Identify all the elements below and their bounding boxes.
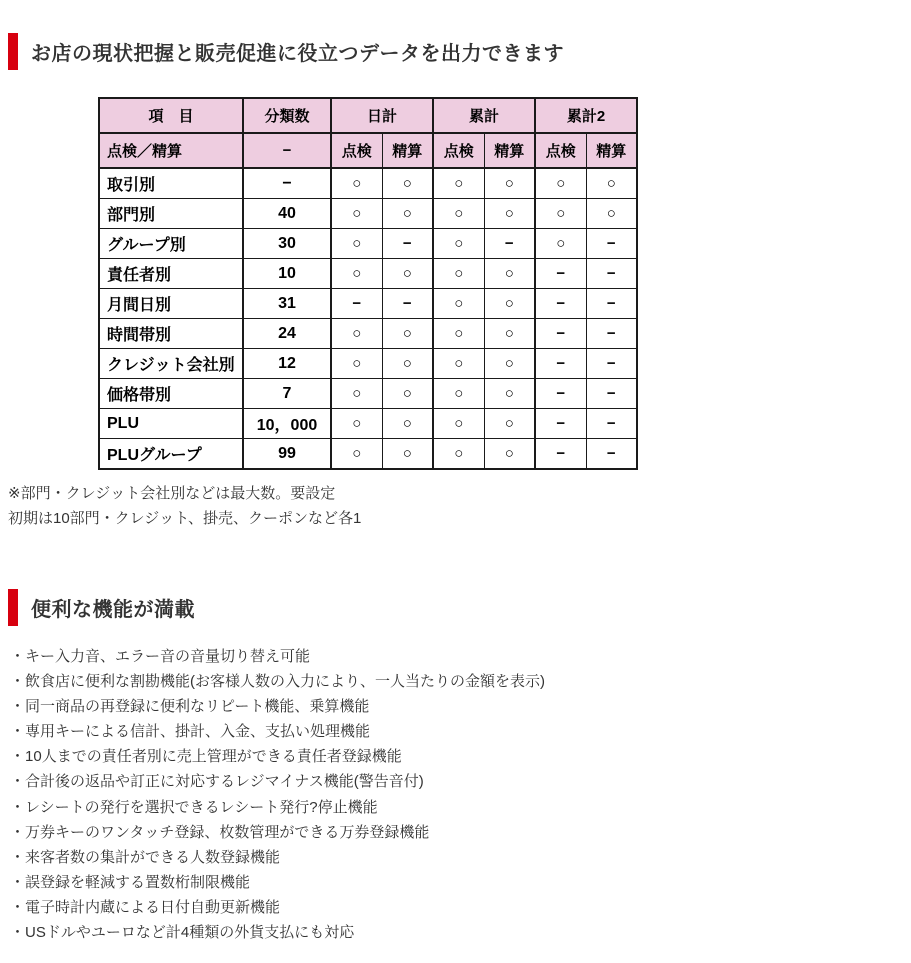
row-mark-cell: ○ (433, 229, 484, 259)
red-accent-bar (8, 33, 18, 70)
row-mark-cell: ○ (586, 199, 637, 229)
row-category-count: 40 (243, 199, 331, 229)
header-daily-tenken: 点検 (331, 133, 382, 168)
row-mark-cell: − (586, 289, 637, 319)
table-body (99, 168, 637, 469)
row-category-count: 99 (243, 439, 331, 470)
table-notes (8, 481, 361, 531)
row-mark-cell: ○ (382, 349, 433, 379)
header-cum2-tenken: 点検 (535, 133, 586, 168)
header-cum2-seisan: 精算 (586, 133, 637, 168)
table-row (99, 409, 637, 439)
row-mark-cell: ○ (535, 229, 586, 259)
row-mark-cell: − (586, 229, 637, 259)
feature-item: ・ 電子時計内蔵による日付自動更新機能 (10, 895, 545, 920)
row-label: PLUグループ (99, 439, 243, 470)
section2-title: 便利な機能が満載 (31, 599, 195, 621)
note-line: ※部門・クレジット会社別などは最大数。要設定 (8, 485, 336, 502)
row-mark-cell: − (535, 259, 586, 289)
row-mark-cell: ○ (382, 439, 433, 470)
feature-item: ・ キー入力音、エラー音の音量切り替え可能 (10, 644, 545, 669)
row-mark-cell: ○ (433, 199, 484, 229)
header-daily-seisan: 精算 (382, 133, 433, 168)
row-category-count: 31 (243, 289, 331, 319)
row-mark-cell: ○ (382, 409, 433, 439)
header-item: 項 目 (99, 98, 243, 133)
row-label: 責任者別 (99, 259, 243, 289)
feature-list (10, 644, 545, 945)
table-row (99, 319, 637, 349)
table-row (99, 168, 637, 199)
row-mark-cell: − (331, 289, 382, 319)
row-mark-cell: ○ (433, 259, 484, 289)
section2-header (8, 589, 195, 626)
red-accent-bar (8, 589, 18, 626)
row-mark-cell: ○ (331, 349, 382, 379)
feature-item: ・ 10人までの責任者別に売上管理ができる責任者登録機能 (10, 744, 545, 769)
row-mark-cell: ○ (586, 168, 637, 199)
row-mark-cell: ○ (484, 168, 535, 199)
row-mark-cell: − (535, 319, 586, 349)
table-row (99, 289, 637, 319)
row-category-count: 7 (243, 379, 331, 409)
row-mark-cell: ○ (331, 229, 382, 259)
row-category-count: 24 (243, 319, 331, 349)
section1-title: お店の現状把握と販売促進に役立つデータを出力できます (31, 43, 564, 65)
row-mark-cell: ○ (484, 199, 535, 229)
row-label: PLU (99, 409, 243, 439)
data-output-table (98, 97, 638, 470)
row-mark-cell: − (382, 229, 433, 259)
table-row (99, 379, 637, 409)
table-row (99, 439, 637, 470)
table-header-row-2 (99, 133, 637, 168)
row-mark-cell: ○ (484, 259, 535, 289)
row-mark-cell: ○ (382, 259, 433, 289)
row-mark-cell: ○ (484, 439, 535, 470)
row-mark-cell: − (535, 409, 586, 439)
row-mark-cell: − (586, 349, 637, 379)
row-category-count: 10 (243, 259, 331, 289)
row-category-count: 12 (243, 349, 331, 379)
row-mark-cell: ○ (382, 319, 433, 349)
row-label: 月間日別 (99, 289, 243, 319)
table-header-row-1 (99, 98, 637, 133)
row-category-count: 10，000 (243, 409, 331, 439)
row-mark-cell: ○ (484, 349, 535, 379)
note-line: 初期は10部門・クレジット、掛売、クーポンなど各1 (8, 510, 362, 527)
table-row (99, 199, 637, 229)
row-mark-cell: − (586, 379, 637, 409)
row-mark-cell: ○ (433, 439, 484, 470)
header-cumulative: 累計 (433, 98, 535, 133)
row-mark-cell: ○ (331, 199, 382, 229)
header-cum-tenken: 点検 (433, 133, 484, 168)
row-mark-cell: − (382, 289, 433, 319)
row-mark-cell: ○ (433, 349, 484, 379)
feature-item: ・ USドルやユーロなど計4種類の外貨支払にも対応 (10, 920, 545, 945)
row-mark-cell: ○ (331, 319, 382, 349)
feature-item: ・ 万券キーのワンタッチ登録、枚数管理ができる万券登録機能 (10, 820, 545, 845)
row-mark-cell: − (535, 289, 586, 319)
row-mark-cell: ○ (331, 439, 382, 470)
row-mark-cell: ○ (433, 289, 484, 319)
row-category-count: − (243, 168, 331, 199)
row-mark-cell: ○ (331, 409, 382, 439)
row-mark-cell: ○ (484, 289, 535, 319)
row-mark-cell: ○ (331, 168, 382, 199)
row-mark-cell: − (535, 349, 586, 379)
row-mark-cell: − (535, 439, 586, 470)
row-mark-cell: − (535, 379, 586, 409)
row-label: 時間帯別 (99, 319, 243, 349)
row-label: 価格帯別 (99, 379, 243, 409)
row-mark-cell: ○ (484, 409, 535, 439)
row-mark-cell: ○ (382, 379, 433, 409)
feature-item: ・ 誤登録を軽減する置数桁制限機能 (10, 870, 545, 895)
feature-item: ・ 飲食店に便利な割勘機能(お客様人数の入力により、一人当たりの金額を表示) (10, 669, 545, 694)
header-cum-seisan: 精算 (484, 133, 535, 168)
header-dash: − (243, 133, 331, 168)
row-mark-cell: − (586, 319, 637, 349)
row-mark-cell: ○ (433, 319, 484, 349)
header-category-count: 分類数 (243, 98, 331, 133)
row-mark-cell: ○ (484, 379, 535, 409)
row-label: 取引別 (99, 168, 243, 199)
row-mark-cell: ○ (382, 199, 433, 229)
row-mark-cell: ○ (331, 259, 382, 289)
row-mark-cell: ○ (535, 199, 586, 229)
row-mark-cell: − (586, 439, 637, 470)
header-check-settle-label: 点検／精算 (99, 133, 243, 168)
row-mark-cell: ○ (535, 168, 586, 199)
feature-item: ・ 専用キーによる信計、掛計、入金、支払い処理機能 (10, 719, 545, 744)
row-mark-cell: ○ (331, 379, 382, 409)
row-label: 部門別 (99, 199, 243, 229)
row-mark-cell: − (586, 409, 637, 439)
table-row (99, 259, 637, 289)
feature-item: ・ 合計後の返品や訂正に対応するレジマイナス機能(警告音付) (10, 769, 545, 794)
table-row (99, 349, 637, 379)
row-category-count: 30 (243, 229, 331, 259)
feature-item: ・ 来客者数の集計ができる人数登録機能 (10, 845, 545, 870)
row-mark-cell: ○ (433, 168, 484, 199)
header-daily: 日計 (331, 98, 433, 133)
row-mark-cell: − (586, 259, 637, 289)
feature-item: ・ 同一商品の再登録に便利なリピート機能、乗算機能 (10, 694, 545, 719)
section1-header (8, 33, 564, 70)
row-mark-cell: ○ (382, 168, 433, 199)
row-mark-cell: ○ (484, 319, 535, 349)
row-mark-cell: ○ (433, 379, 484, 409)
row-label: グループ別 (99, 229, 243, 259)
row-mark-cell: ○ (433, 409, 484, 439)
table-row (99, 229, 637, 259)
feature-item: ・ レシートの発行を選択できるレシート発行?停止機能 (10, 795, 545, 820)
row-label: クレジット会社別 (99, 349, 243, 379)
row-mark-cell: − (484, 229, 535, 259)
header-cumulative2: 累計2 (535, 98, 637, 133)
